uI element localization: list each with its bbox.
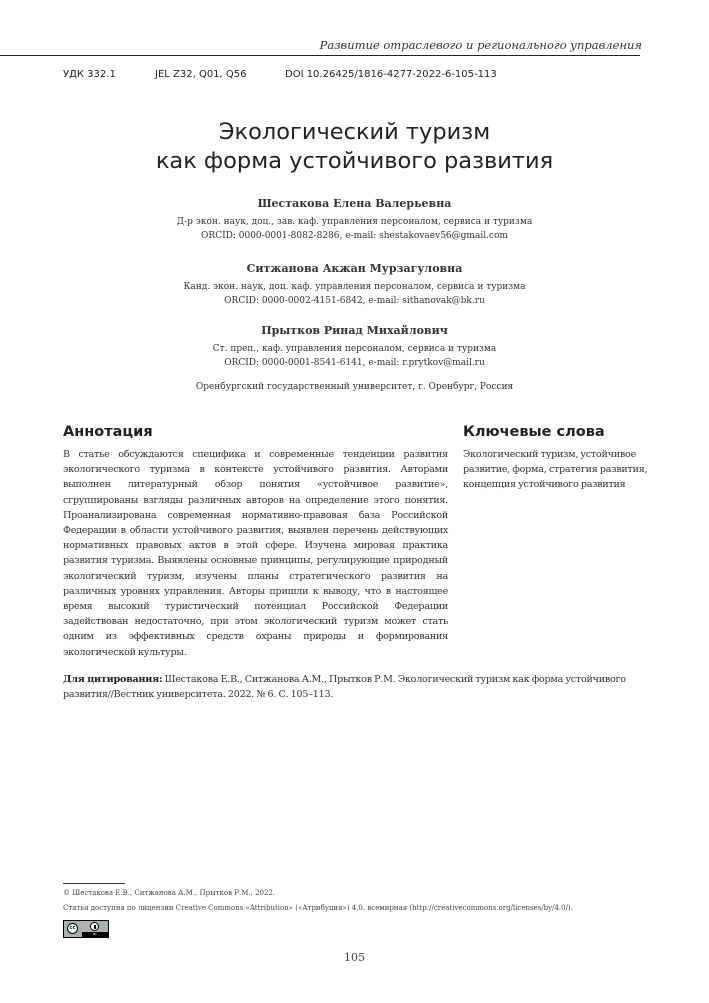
author-position: Ст. преп., каф. управления персоналом, сервиса и туризма: [212, 344, 497, 354]
header-rule: [0, 55, 640, 56]
footnote-rule: [63, 883, 125, 884]
citation-label: Для цитирования:: [63, 673, 163, 685]
attribution-icon: [90, 922, 99, 931]
doi[interactable]: DOI 10.26425/1816-4277-2022-6-105-113: [285, 69, 497, 80]
abstract-heading: Аннотация: [63, 424, 153, 440]
author-position: Д-р экон. наук, доц., зав. каф. управления персоналом, сервиса и туризма: [176, 217, 533, 227]
author-name: Прытков Ринад Михайлович: [261, 324, 448, 337]
cc-icon: cc: [67, 923, 78, 934]
license-note: Статья доступна по лицензии Creative Commons «Attribution» («Атрибуция») 4.0. всемирная (http://creativecommons.org/licenses/by/4.0/).: [63, 904, 573, 912]
citation-text: Шестакова Е.В., Ситжанова А.М., Прытков Р.М. Экологический туризм как форма устойчивого развития//Вестник университета. 2022. № 6. С. 105–113.: [63, 673, 626, 701]
by-label: BY: [82, 932, 108, 937]
author-contacts: ORCID: 0000-0002-4151-6842, e-mail: sithanovak@bk.ru: [224, 295, 485, 306]
copyright-note: © Шестакова Е.В., Ситжанова А.М., Прытков Р.М., 2022.: [63, 889, 276, 897]
jel-codes: JEL Z32, Q01, Q56: [155, 69, 247, 80]
article-title: [0, 118, 709, 176]
author-contacts: ORCID: 0000-0001-8082-8286, e-mail: shestakovaev56@gmail.com: [201, 230, 508, 241]
author-3: [0, 324, 709, 370]
title-line-1: Экологический туризм: [218, 119, 491, 145]
page-number: 105: [344, 951, 365, 964]
title-line-2: как форма устойчивого развития: [155, 148, 554, 174]
cc-by-license-badge[interactable]: [63, 920, 109, 938]
author-contacts: ORCID: 0000-0001-8541-6141, e-mail: r.prytkov@mail.ru: [224, 357, 485, 368]
udk-code: УДК 332.1: [63, 69, 116, 80]
keywords-text: Экологический туризм, устойчивое развитие, форма, стратегия развития, концепция устойчивого развития: [463, 449, 648, 491]
citation: [63, 672, 653, 702]
abstract-text: В статье обсуждаются специфика и современные тенденции развития экологического туризма в контексте устойчивого развития. Авторами выполнен литературный обзор понятия «устойчивое развитие», сгруппированы взгляды различных авторов на определение этого понятия. Проанализирована современная нормативно-правовая база Российской Федерации в области устойчивого развития, выявлен перечень действующих нормативных правовых актов в этой сфере. Изучена мировая практика развития туризма. Выявлены основные принципы, регулирующие природный экологический туризм, изучены планы стратегического развития на различных уровнях управления. Авторы пришли к выводу, что в настоящее время высокий туристический потенциал Российской Федерации задействован недостаточно, при этом экологический туризм может стать одним из эффективных средств охраны природы и формирования экологической культуры.: [63, 449, 448, 658]
author-position: Канд. экон. наук, доц. каф. управления персоналом, сервиса и туризма: [183, 282, 526, 292]
keywords-heading: Ключевые слова: [463, 424, 605, 440]
author-name: Шестакова Елена Валерьевна: [257, 197, 452, 210]
author-1: [0, 197, 709, 243]
affiliation: Оренбургский государственный университет, г. Оренбург, Россия: [195, 382, 514, 392]
running-head: Развитие отраслевого и регионального управления: [319, 38, 642, 52]
author-2: [0, 262, 709, 308]
author-name: Ситжанова Акжан Мурзагуловна: [246, 262, 463, 275]
abstract-and-citation: [63, 447, 653, 702]
